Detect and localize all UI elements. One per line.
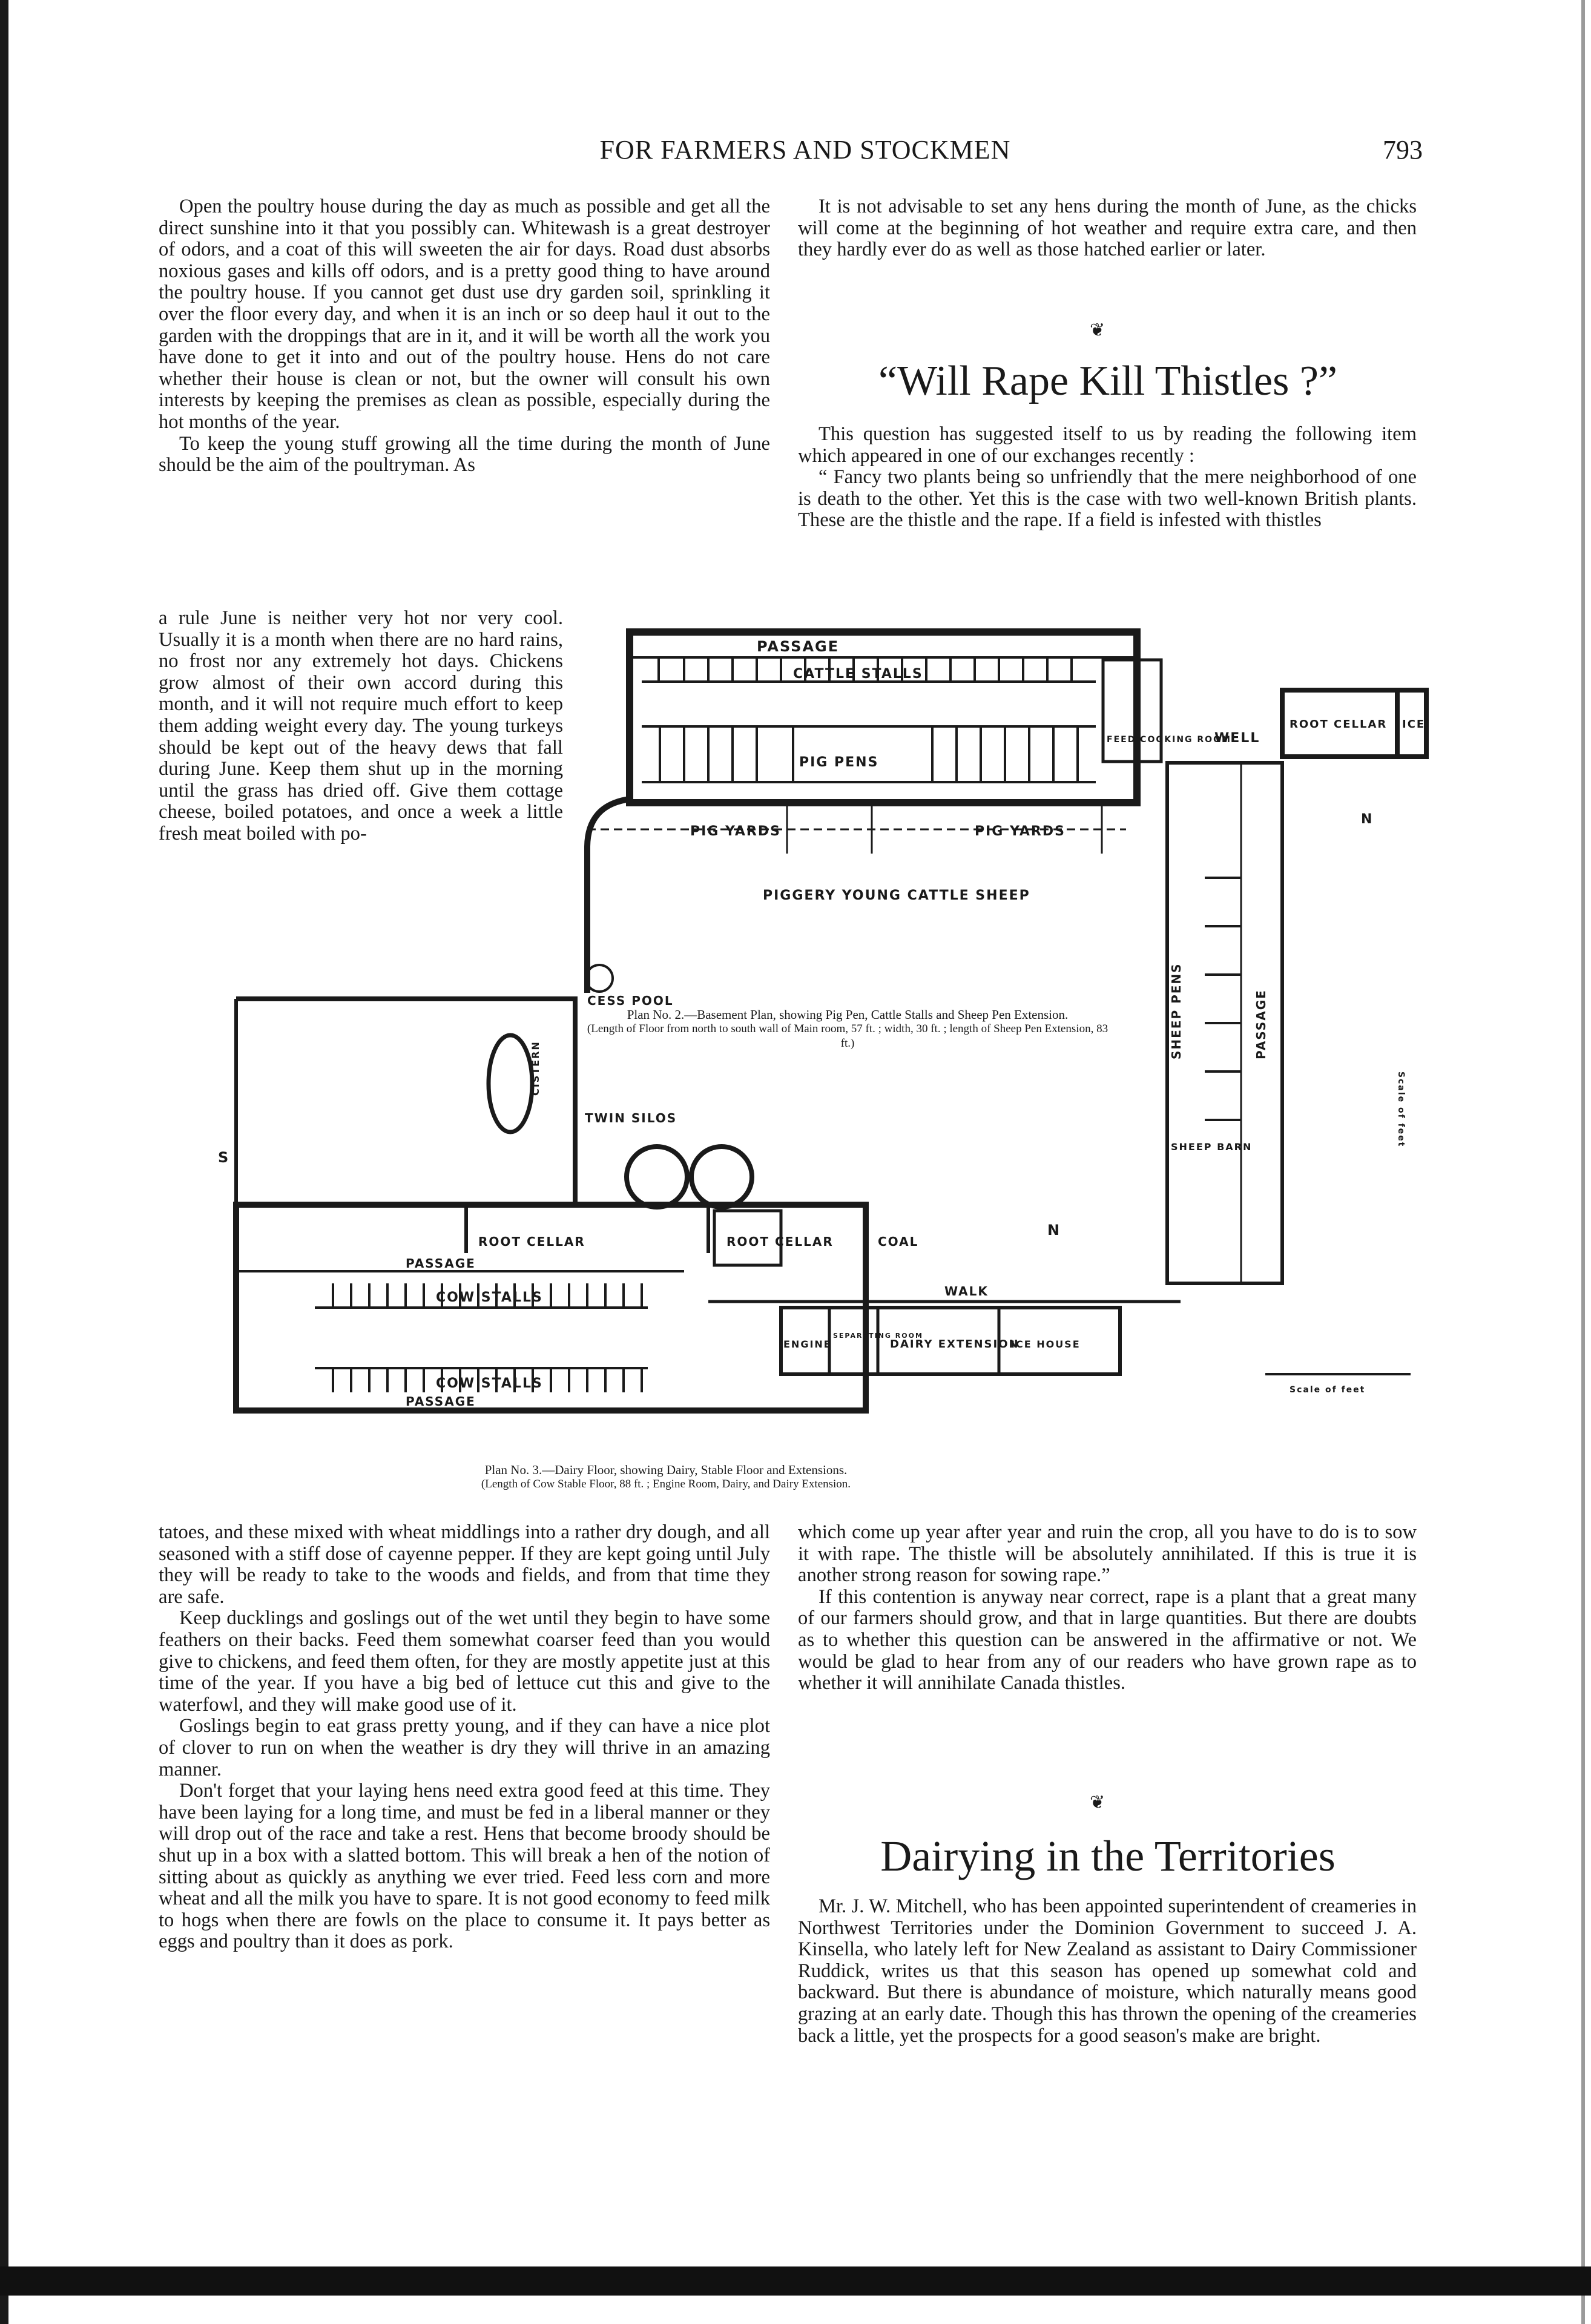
paragraph: Don't forget that your laying hens need extra good feed at this time. They have been laying for a long time, and must be fed in a liberal manner or they will drop out of the race and take a rest. Hens that become broody should be shut up in a box with a slatted bottom. This will break a hen of the notion of sitting about as quickly as anything we ever tried. Feed less corn and more wheat and all the milk you have to spare. It is not good economy to feed milk to hogs when there are fowls on the place to consume it. It pays better as eggs and poultry than it does as pork. bbox=[159, 1780, 770, 1953]
plan3-coal-label: COAL bbox=[878, 1234, 919, 1249]
silo-left bbox=[627, 1147, 687, 1207]
outer-curve bbox=[587, 799, 630, 993]
binding-edge bbox=[0, 0, 8, 2324]
plan2-north-label: N bbox=[1361, 812, 1374, 827]
feed-room bbox=[1103, 660, 1161, 762]
plan2-pig-yards-label: PIG YARDS bbox=[690, 824, 781, 839]
bottom-rule bbox=[0, 2266, 1591, 2296]
paragraph: If this contention is anyway near correct, rape is a plant that a great many of our farmers should grow, and that in large quantities. But there are doubts as to whether this question can be answered in the affirmative or not. We would be glad to hear from any of our readers who have grown rape as to whether it will annihilate Canada thistles. bbox=[798, 1585, 1417, 1694]
page-number: 793 bbox=[1383, 135, 1423, 165]
right-column-article bbox=[798, 424, 1417, 532]
plan3-caption-title: Plan No. 3.—Dairy Floor, showing Dairy, Stable Floor and Extensions. bbox=[484, 1463, 848, 1477]
paragraph: “ Fancy two plants being so unfriendly that the mere neighborhood of one is death to the other. Yet this is the case with two well-known British plants. These are the thistle and the rape. If a field is infested with thistles bbox=[798, 466, 1417, 532]
ornament-icon: ❦ bbox=[1090, 320, 1105, 340]
paragraph: a rule June is neither very hot nor very cool. Usually it is a month when there are no hard rains, no frost nor any extremely hot days. Chickens grow almost of their own accord during this month, and it will not require much effort to keep them adding weight every day. The young turkeys should be kept out of the heavy dews that fall during June. Keep them shut up in the morning until the grass has dried off. Give them cottage cheese, boiled potatoes, and once a week a little fresh meat boiled with po- bbox=[159, 607, 563, 844]
plan3-cistern-label: CISTERN bbox=[530, 1041, 541, 1096]
plan2-cess-pool-label: CESS POOL bbox=[587, 993, 674, 1008]
plan2-caption bbox=[581, 1007, 1114, 1051]
plan3-caption-detail: (Length of Cow Stable Floor, 88 ft. ; Engine Room, Dairy, and Dairy Extension. bbox=[481, 1478, 851, 1490]
plan3-engine-label: ENGINE bbox=[783, 1338, 832, 1350]
plan3-twin-silos-label: TWIN SILOS bbox=[585, 1111, 677, 1125]
silo-right bbox=[691, 1147, 752, 1207]
plan3-cow-stalls-label: COW STALLS bbox=[436, 1376, 543, 1391]
plan-3-dairy-floor bbox=[218, 999, 1411, 1411]
plan3-passage-label: PASSAGE bbox=[406, 1256, 476, 1271]
paragraph: Mr. J. W. Mitchell, who has been appointed superintendent of creameries in Northwest Territories under the Dominion Government to succeed J. A. Kinsella, who lately left for New Zealand as assistant to Dairy Commissioner Ruddick, writes us that this season has opened up somewhat cold and backward. But there is abundance of moisture, which naturally means good grazing at an early date. Though this has thrown the opening of the creameries back a little, yet the prospects for a good season's make are bright. bbox=[798, 1895, 1417, 2047]
ornament-icon: ❦ bbox=[1090, 1792, 1105, 1812]
left-column-top bbox=[159, 196, 770, 476]
plan3-north-label: N bbox=[1047, 1222, 1061, 1239]
plan2-passage-vertical-label: PASSAGE bbox=[1254, 989, 1268, 1059]
paragraph: Keep ducklings and goslings out of the wet until they begin to have some feathers on their backs. Feed them somewhat coarser feed than you would give to chickens, and feed them often, for they are mostly appetite just at this time of the year. If you have a big bed of lettuce cut this and give to the waterfowl, and they will make good use of it. bbox=[159, 1607, 770, 1716]
plan2-pig-pens-label: PIG PENS bbox=[799, 755, 879, 770]
paragraph: It is not advisable to set any hens during the month of June, as the chicks will come at the beginning of hot weather and require extra care, and then they hardly ever do as well as those hatched earlier or later. bbox=[798, 196, 1417, 261]
paragraph: tatoes, and these mixed with wheat middlings into a rather dry dough, and all seasoned with a stiff dose of cayenne pepper. If they are kept going until July they will be ready to take to the woods and fields, and from that time they are safe. bbox=[159, 1521, 770, 1608]
plan3-walk-label: WALK bbox=[944, 1284, 989, 1299]
right-page-edge bbox=[1581, 0, 1585, 2324]
plan3-ice-house-label: ICE HOUSE bbox=[1011, 1338, 1081, 1350]
plan2-pig-yards-label: PIG YARDS bbox=[975, 824, 1066, 839]
plan2-sheep-pens-label: SHEEP PENS bbox=[1169, 963, 1184, 1059]
plan2-scale-label: Scale of feet bbox=[1396, 1071, 1406, 1148]
plan-2-basement bbox=[586, 632, 1426, 1283]
plan3-cow-stalls-label: COW STALLS bbox=[436, 1290, 543, 1305]
paragraph: To keep the young stuff growing all the time during the month of June should be the aim of the poultryman. As bbox=[159, 432, 770, 476]
paragraph: Open the poultry house during the day as much as possible and get all the direct sunshine into it that you possibly can. Whitewash is a great destroyer of odors, and a coat of this will sweeten the air for days. Road dust absorbs noxious gases and kills off odors, and is a pretty good thing to have around the poultry house. If you cannot get dust use dry garden soil, sprinkling it over the floor every day, and when it is an inch or so deep haul it out to the garden with the droppings that are in it, and it will be worth all the work you have done to get it into and out of the poultry house. Hens do not care whether their house is clean or not, but the owner will consult his own interests by keeping the premises as clean as possible, especially during the hot months of the year. bbox=[159, 196, 770, 433]
plan2-feed-room-label: FEED COOKING ROOM bbox=[1107, 735, 1231, 745]
article-heading: “Will Rape Kill Thistles ?” bbox=[878, 358, 1337, 404]
plan2-passage-label: PASSAGE bbox=[757, 638, 840, 655]
plan3-south-label: S bbox=[218, 1149, 230, 1166]
plan2-caption-detail: (Length of Floor from north to south wall of Main room, 57 ft. ; width, 30 ft. ; length of Sheep Pen Extension, 83 ft.) bbox=[587, 1022, 1108, 1050]
plan2-ice-label: ICE bbox=[1402, 718, 1426, 731]
paragraph: Goslings begin to eat grass pretty young, and if they can have a nice plot of clover to run on when the weather is dry they will thrive in an amazing manner. bbox=[159, 1715, 770, 1780]
plan2-piggery-label: PIGGERY YOUNG CATTLE SHEEP bbox=[763, 888, 1030, 903]
plan2-cattle-stalls-label: CATTLE STALLS bbox=[793, 667, 923, 682]
running-head: FOR FARMERS AND STOCKMEN bbox=[599, 135, 1011, 165]
plan3-scale-label: Scale of feet bbox=[1290, 1385, 1366, 1395]
right-column-bottom bbox=[798, 1522, 1417, 1694]
plan3-root-cellar-label: ROOT CELLAR bbox=[478, 1234, 585, 1249]
plan3-root-cellar-label: ROOT CELLAR bbox=[726, 1234, 834, 1249]
silo-block-wall bbox=[236, 999, 575, 1205]
plan2-well-label: WELL bbox=[1214, 731, 1260, 746]
plan3-passage-label: PASSAGE bbox=[406, 1394, 476, 1409]
right-column-top bbox=[798, 196, 1417, 261]
left-column-bottom bbox=[159, 1522, 770, 1953]
plan3-dairy-extension-label: DAIRY EXTENSION bbox=[890, 1338, 1019, 1351]
plan3-separating-room-label: SEPARATING ROOM bbox=[833, 1332, 923, 1340]
paragraph: which come up year after year and ruin the crop, all you have to do is to sow it with rape. The thistle will be absolutely annihilated. If this is true it is another strong reason for sowing rape.” bbox=[798, 1521, 1417, 1587]
plan2-sheep-barn-label: SHEEP BARN bbox=[1171, 1141, 1253, 1153]
right-column-dairying bbox=[798, 1896, 1417, 2047]
plan2-caption-title: Plan No. 2.—Basement Plan, showing Pig Pen, Cattle Stalls and Sheep Pen Extension. bbox=[627, 1007, 1069, 1022]
barn-floor-plans bbox=[151, 624, 1429, 1495]
article-heading: Dairying in the Territories bbox=[880, 1832, 1336, 1880]
paragraph: This question has suggested itself to us by reading the following item which appeared in one of our exchanges recently : bbox=[798, 423, 1417, 467]
plan2-root-cellar-label: ROOT CELLAR bbox=[1290, 718, 1388, 731]
plan3-caption bbox=[303, 1463, 1029, 1492]
cistern-shape bbox=[489, 1035, 532, 1132]
